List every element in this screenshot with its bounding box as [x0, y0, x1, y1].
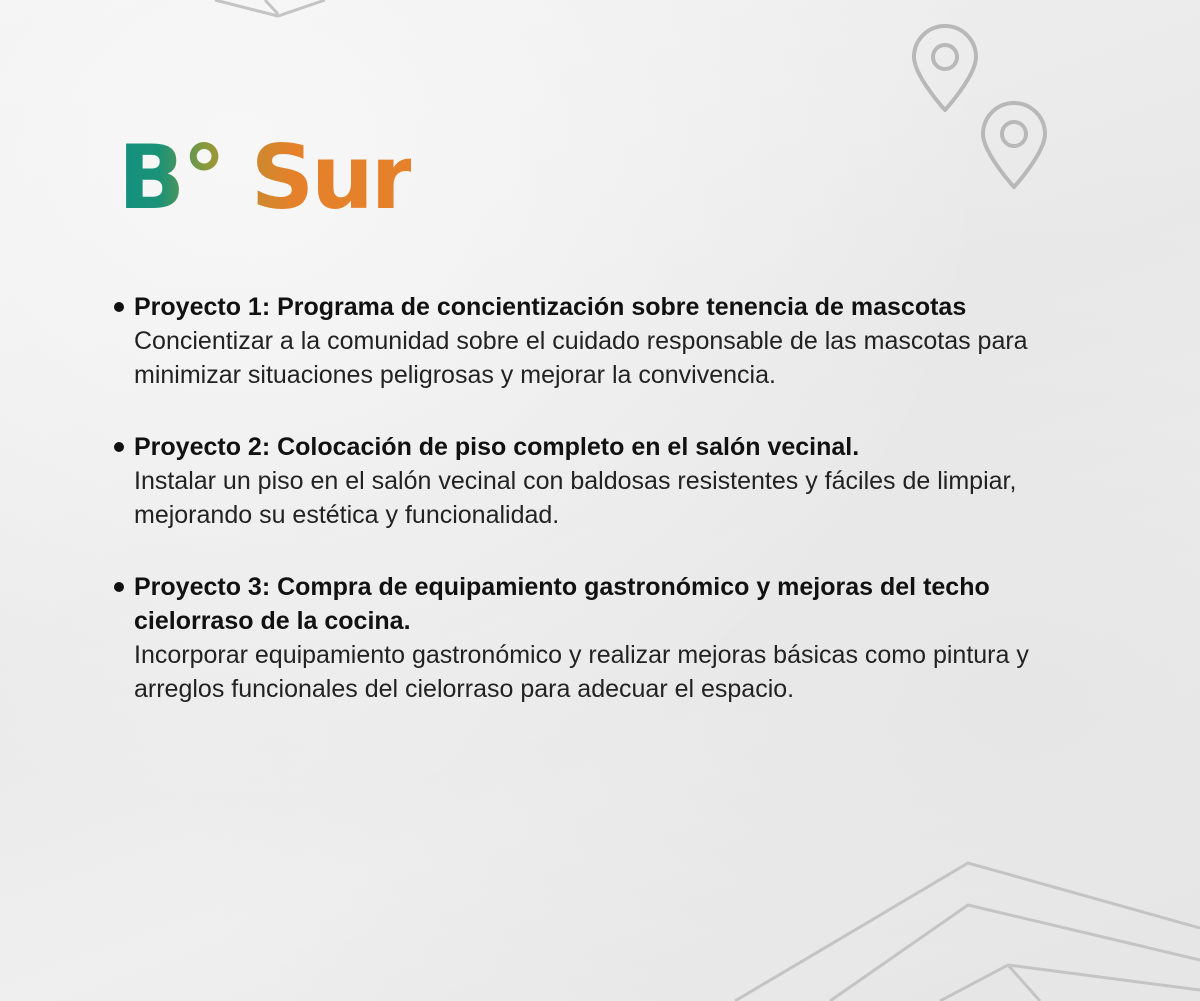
project-description: Concientizar a la comunidad sobre el cuidado responsable de las mascotas para minimizar situaciones peligrosas y mejorar la convivencia. — [134, 327, 1028, 389]
bullet-icon — [114, 442, 124, 452]
project-description: Instalar un piso en el salón vecinal con baldosas resistentes y fáciles de limpiar, mejorando su estética y funcionalidad. — [134, 467, 1017, 529]
project-description: Incorporar equipamiento gastronómico y realizar mejoras básicas como pintura y arreglos funcionales del cielorraso para adecuar el espacio. — [134, 641, 1029, 703]
project-item — [112, 570, 1042, 706]
bullet-icon — [114, 302, 124, 312]
project-item — [112, 430, 1042, 532]
project-item — [112, 290, 1042, 392]
project-heading: Proyecto 1: Programa de concientización sobre tenencia de mascotas — [134, 293, 967, 321]
bullet-icon — [114, 582, 124, 592]
location-pin-icon — [977, 99, 1051, 191]
project-list — [112, 290, 1042, 706]
location-pin-icon — [908, 22, 982, 114]
page-title: B° Sur — [118, 126, 412, 229]
project-heading: Proyecto 2: Colocación de piso completo en el salón vecinal. — [134, 433, 860, 461]
project-heading: Proyecto 3: Compra de equipamiento gastronómico y mejoras del techo cielorraso de la cocina. — [134, 573, 990, 635]
